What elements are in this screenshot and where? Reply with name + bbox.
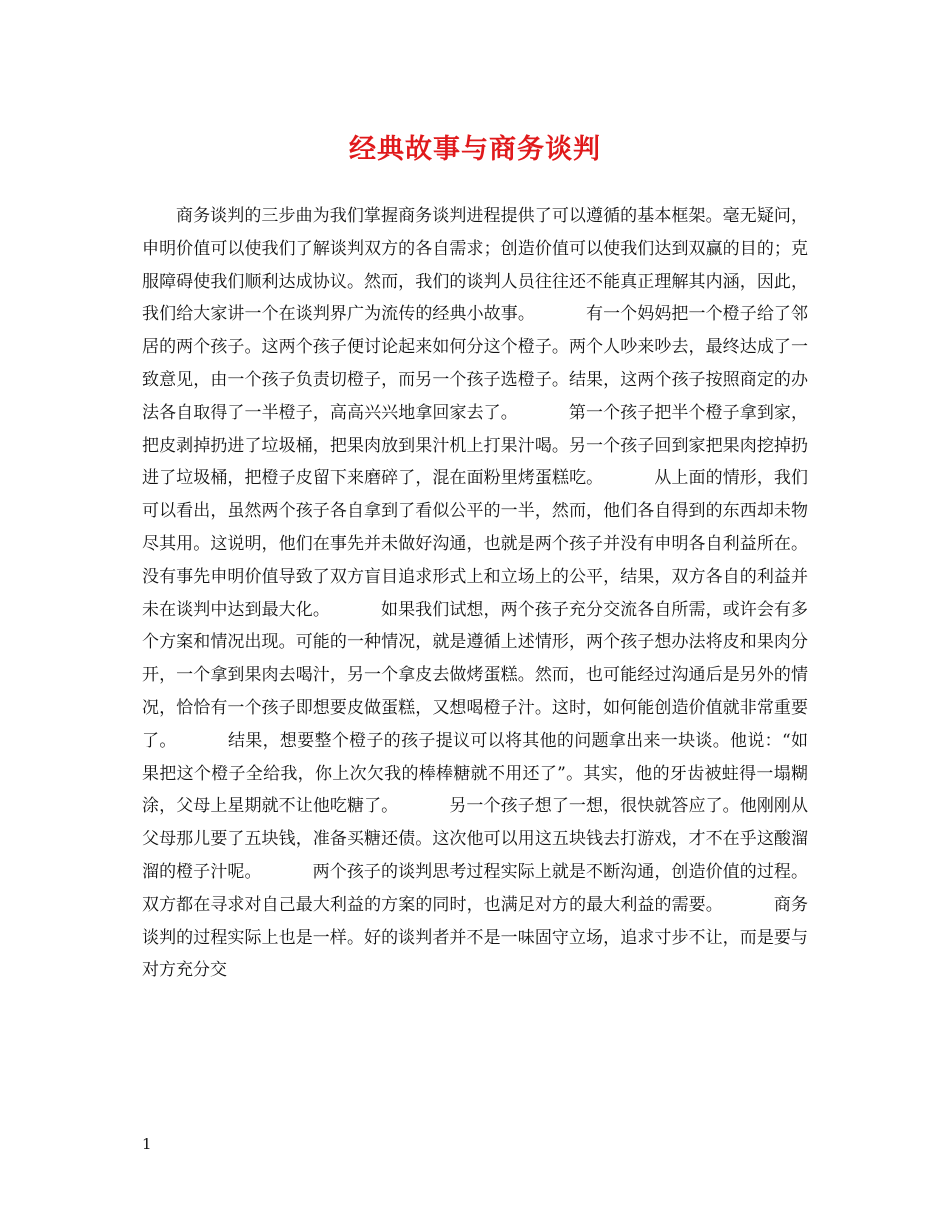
text-segment: 两个孩子的谈判思考过程实际上就是不断沟通，创造价值的过程。双方都在寻求对自己最大利益的方案的同时，也满足对方的最大利益的需要。: [142, 861, 809, 915]
text-segment: 如果我们试想，两个孩子充分交流各自所需，或许会有多个方案和情况出现。可能的一种情况，就是遵循上述情形，两个孩子想办法将皮和果肉分开，一个拿到果肉去喝汁，另一个拿皮去做烤蛋糕。然而，也可能经过沟通后是另外的情况，恰恰有一个孩子即想要皮做蛋糕，又想喝橙子汁。这时，如何能创造价值就非常重要了。: [142, 599, 809, 751]
text-segment: 从上面的情形，我们可以看出，虽然两个孩子各自拿到了看似公平的一半，然而，他们各自得到的东西却未物尽其用。这说明，他们在事先并未做好沟通，也就是两个孩子并没有申明各自利益所在。没有事先申明价值导致了双方盲目追求形式上和立场上的公平，结果，双方各自的利益并未在谈判中达到最大化。: [142, 468, 808, 620]
text-segment: 有一个妈妈把一个橙子给了邻居的两个孩子。这两个孩子便讨论起来如何分这个橙子。两个人吵来吵去，最终达成了一致意见，由一个孩子负责切橙子，而另一个孩子选橙子。结果，这两个孩子按照商定的办法各自取得了一半橙子，高高兴兴地拿回家去了。: [142, 304, 809, 423]
text-segment: 商务谈判的过程实际上也是一样。好的谈判者并不是一味固守立场，追求寸步不让，而是要与对方充分交: [142, 894, 809, 981]
document-title: 经典故事与商务谈判: [349, 134, 601, 165]
text-segment: 第一个孩子把半个橙子拿到家，把皮剥掉扔进了垃圾桶，把果肉放到果汁机上打果汁喝。另一个孩子回到家把果肉挖掉扔进了垃圾桶，把橙子皮留下来磨碎了，混在面粉里烤蛋糕吃。: [142, 402, 809, 489]
text-segment: 另一个孩子想了一想，很快就答应了。他刚刚从父母那儿要了五块钱，准备买糖还债。这次他可以用这五块钱去打游戏，才不在乎这酸溜溜的橙子汁呢。: [142, 796, 808, 882]
text-segment: 结果，想要整个橙子的孩子提议可以将其他的问题拿出来一块谈。他说：“如果把这个橙子全给我，你上次欠我的棒棒糖就不用还了”。其实，他的牙齿被蛀得一塌糊涂，父母上星期就不让他吃糖了。: [142, 730, 808, 817]
text-segment: 商务谈判的三步曲为我们掌握商务谈判进程提供了可以遵循的基本框架。毫无疑问，申明价值可以使我们了解谈判双方的各自需求；创造价值可以使我们达到双赢的目的；克服障碍使我们顺利达成协议。然而，我们的谈判人员往往还不能真正理解其内涵，因此，我们给大家讲一个在谈判界广为流传的经典小故事。: [142, 206, 808, 325]
body-paragraph: [142, 200, 808, 987]
page-number: 1: [142, 1135, 152, 1153]
